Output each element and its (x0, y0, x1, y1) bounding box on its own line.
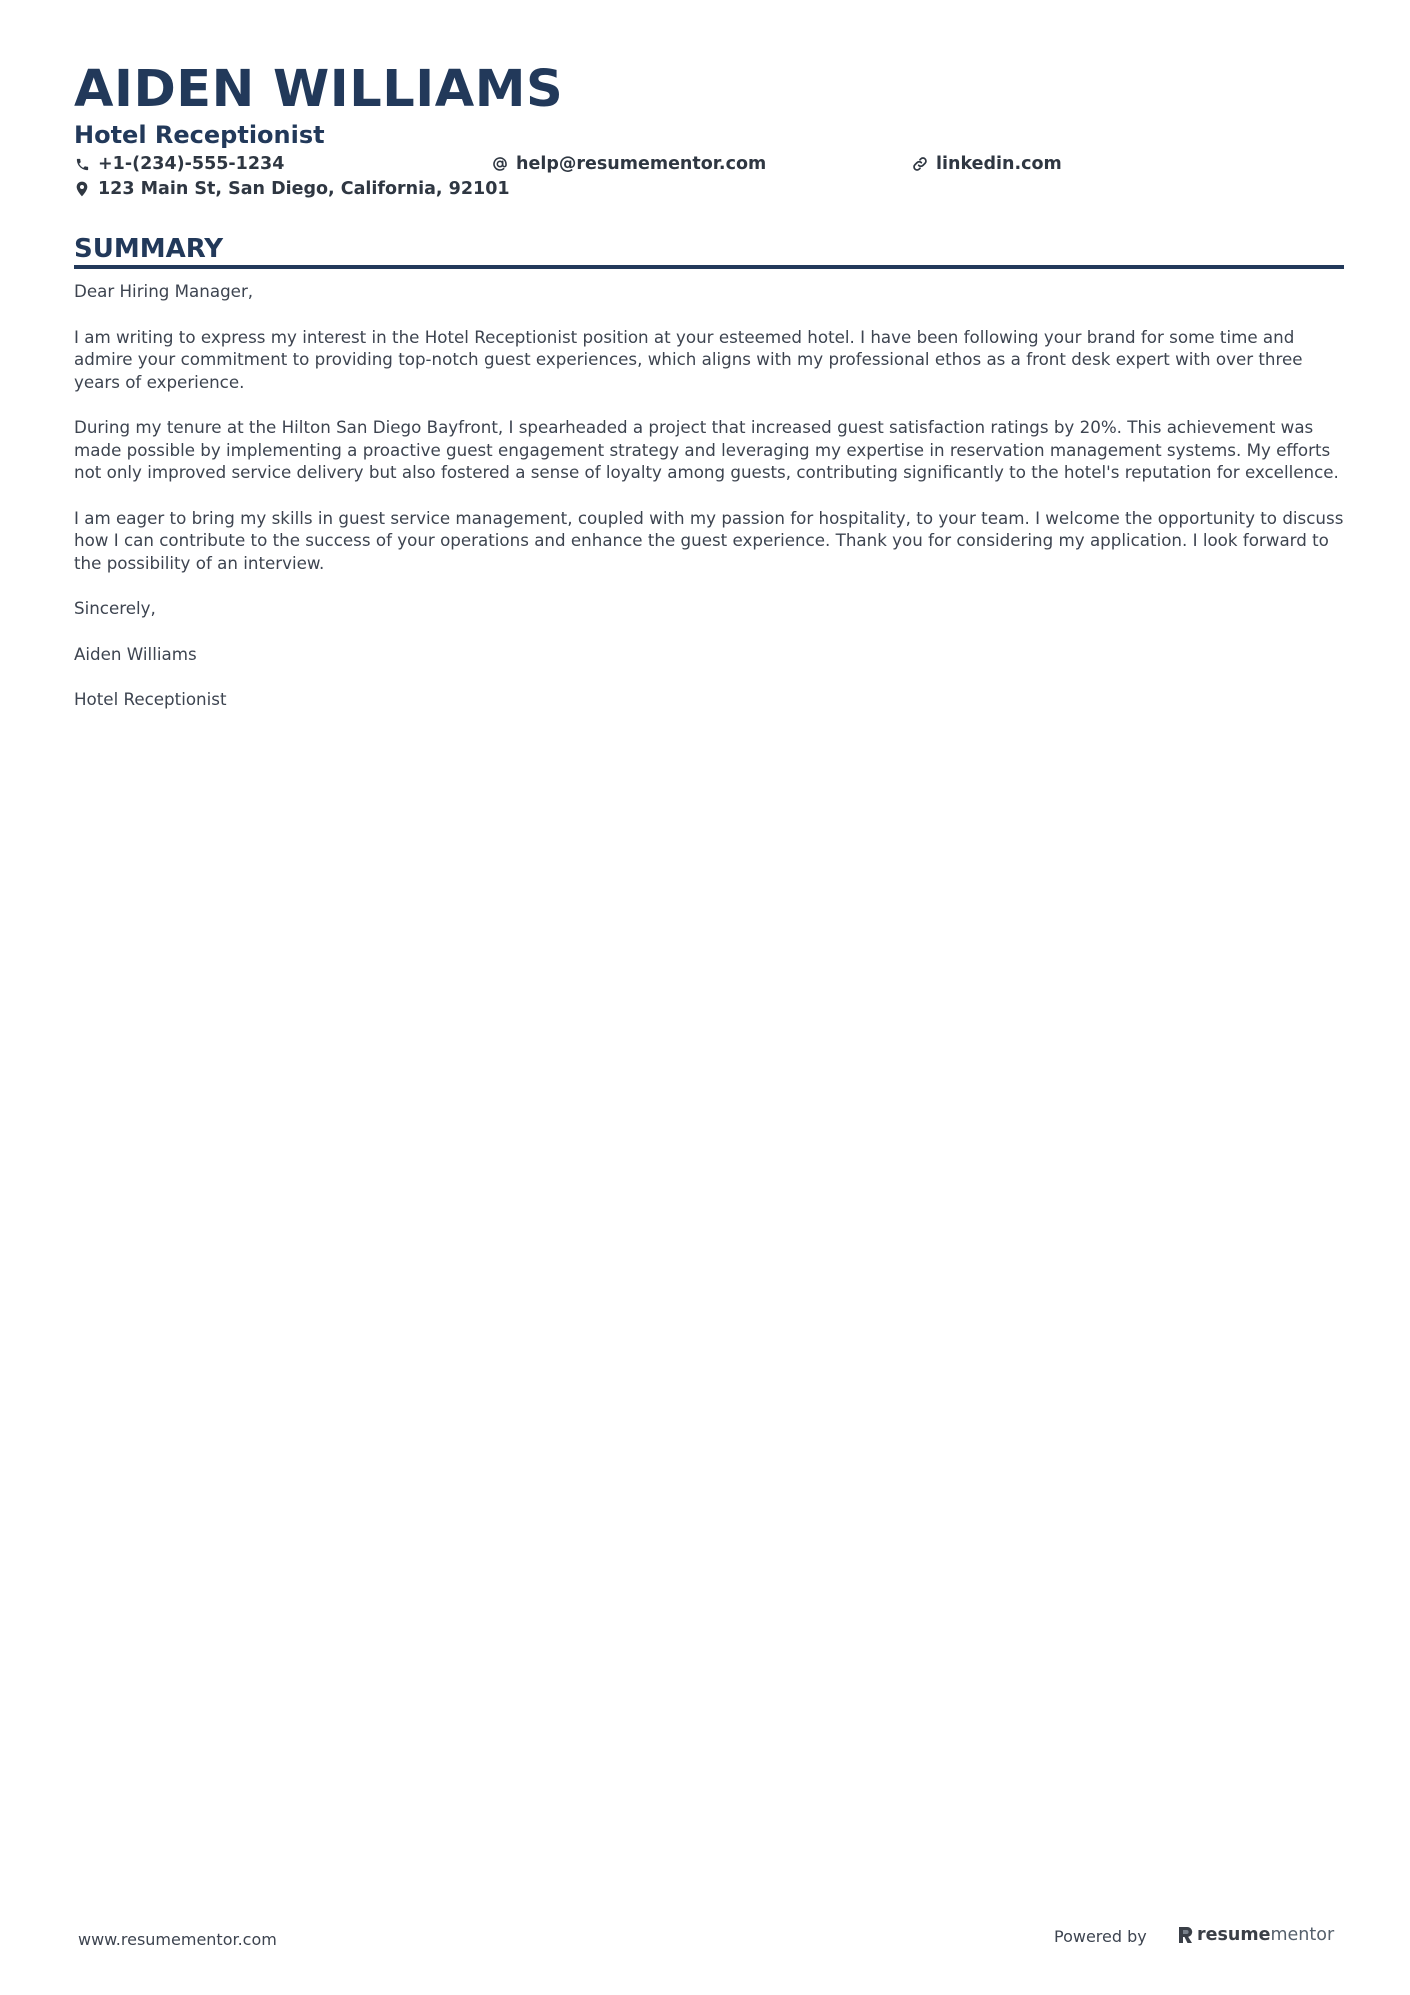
email-text[interactable]: help@resumementor.com (516, 154, 767, 174)
link-icon (912, 156, 928, 172)
brand-logo[interactable] (1177, 1924, 1334, 1946)
letter-paragraph: I am eager to bring my skills in guest service management, coupled with my passion for hospitality, to your team. I welcome the opportunity to discuss how I can contribute to the success of your operations and enhance the guest experience. Thank you for considering my application. I look forward to the possibility of an interview. (74, 507, 1344, 573)
resumementor-logo-icon (1177, 1926, 1193, 1944)
letter-paragraph: I am writing to express my interest in the Hotel Receptionist position at your esteemed hotel. I have been following your brand for some time and admire your commitment to providing top-notch guest experiences, which aligns with my professional ethos as a front desk expert with over three years of experience. (74, 326, 1303, 392)
brand-word-light: mentor (1270, 1925, 1335, 1945)
location-pin-icon (74, 181, 90, 197)
letter-paragraph: During my tenure at the Hilton San Diego Bayfront, I spearheaded a project that increased guest satisfaction ratings by 20%. This achievement was made possible by implementing a proactive guest engagement strategy and leveraging my expertise in reservation management systems. My efforts not only improved service delivery but also fostered a sense of loyalty among guests, contributing significantly to the hotel's reputation for excellence. (74, 417, 1339, 482)
section-divider (74, 265, 1344, 269)
contact-phone (74, 152, 284, 176)
contact-address (74, 177, 510, 201)
candidate-name: AIDEN WILLIAMS (74, 60, 564, 119)
powered-by-label: Powered by (1054, 1927, 1147, 1946)
job-title: Hotel Receptionist (74, 121, 325, 149)
contact-linkedin (912, 152, 1062, 176)
contact-email (492, 152, 766, 176)
phone-text: +1-(234)-555-1234 (98, 154, 285, 174)
phone-icon (74, 156, 90, 172)
at-icon (492, 156, 508, 172)
footer-url[interactable]: www.resumementor.com (78, 1930, 277, 1949)
brand-word-bold: resume (1197, 1925, 1271, 1945)
summary-heading: SUMMARY (74, 234, 224, 264)
letter-signature-name: Aiden Williams (74, 643, 197, 664)
letter-salutation: Dear Hiring Manager, (74, 281, 254, 301)
address-text: 123 Main St, San Diego, California, 92101 (98, 179, 510, 199)
letter-body (74, 280, 1344, 734)
letter-closing: Sincerely, (74, 598, 156, 618)
linkedin-text[interactable]: linkedin.com (936, 154, 1062, 174)
letter-signature-title: Hotel Receptionist (74, 689, 227, 709)
